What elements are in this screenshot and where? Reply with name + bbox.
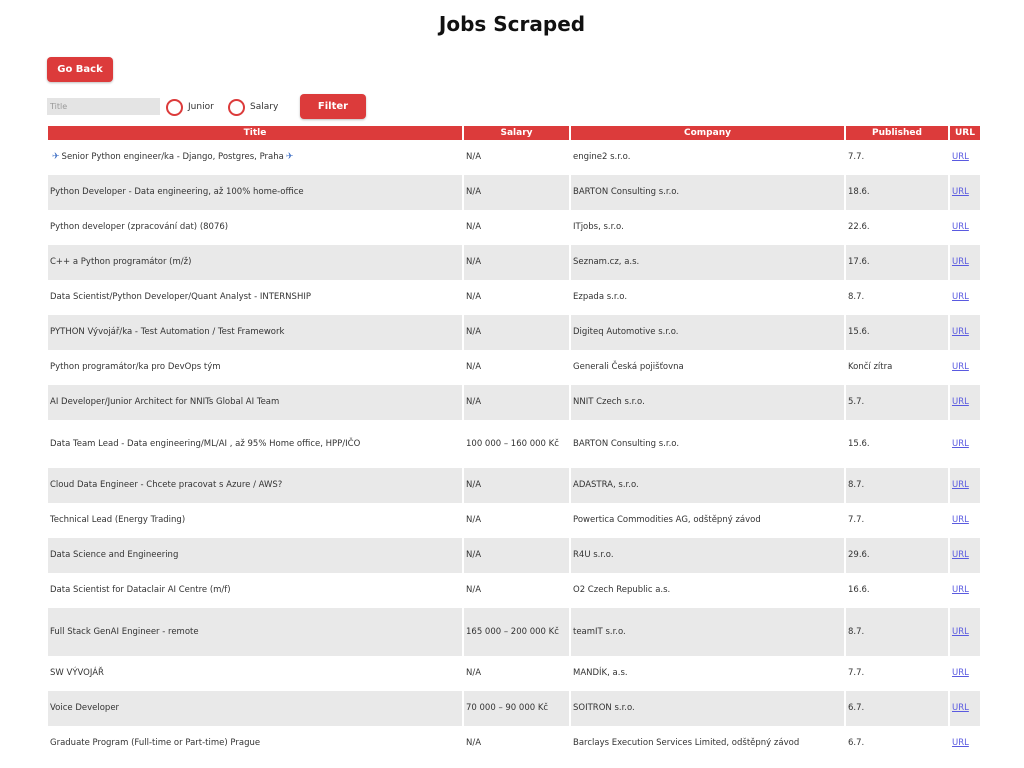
cell-title [48,280,462,315]
job-url-link[interactable]: URL [952,187,969,197]
column-header-company: Company [571,126,844,140]
job-url-link[interactable]: URL [952,585,969,595]
job-url-link[interactable]: URL [952,738,969,748]
cell-url [950,573,980,608]
cell-url [950,350,980,385]
cell-salary: N/A [464,140,569,175]
job-title: Data Team Lead - Data engineering/ML/AI , až 95% Home office, HPP/IČO [50,438,361,449]
job-url-link[interactable]: URL [952,438,969,449]
cell-title [48,140,462,175]
job-url-link[interactable]: URL [952,703,969,713]
cell-published: 8.7. [846,280,948,315]
cell-published: 5.7. [846,385,948,420]
job-url-link[interactable]: URL [952,222,969,232]
filter-button[interactable]: Filter [300,94,366,119]
table-row [48,210,980,245]
column-header-url: URL [950,126,980,140]
job-title: Data Scientist/Python Developer/Quant Analyst - INTERNSHIP [50,292,311,302]
jobs-table [46,126,982,761]
cell-url [950,175,980,210]
cell-title [48,175,462,210]
table-row [48,538,980,573]
cell-salary: N/A [464,468,569,503]
job-url-link[interactable]: URL [952,327,969,337]
title-filter-input[interactable] [47,98,160,115]
job-url-link[interactable]: URL [952,152,969,162]
table-row [48,468,980,503]
cell-salary: 70 000 – 90 000 Kč [464,691,569,726]
cell-company: teamIT s.r.o. [571,608,844,656]
cell-company: Seznam.cz, a.s. [571,245,844,280]
cell-title [48,350,462,385]
job-url-link[interactable]: URL [952,626,969,637]
table-row [48,245,980,280]
cell-url [950,315,980,350]
cell-url [950,691,980,726]
page-title: Jobs Scraped [438,12,586,36]
cell-company: Powertica Commodities AG, odštěpný závod [571,503,844,538]
cell-company: Ezpada s.r.o. [571,280,844,315]
cell-title [48,315,462,350]
cell-published: 16.6. [846,573,948,608]
cell-published: 7.7. [846,140,948,175]
cell-published: Končí zítra [846,350,948,385]
cell-title [48,608,462,656]
cell-url [950,726,980,761]
cell-published: 6.7. [846,726,948,761]
column-header-title: Title [48,126,462,140]
cell-salary: 165 000 – 200 000 Kč [464,608,569,656]
table-row [48,503,980,538]
job-url-link[interactable]: URL [952,397,969,407]
table-row [48,656,980,691]
salary-radio-circle[interactable] [228,99,245,116]
table-row [48,385,980,420]
cell-salary: N/A [464,245,569,280]
cell-title [48,245,462,280]
cell-title [48,210,462,245]
cell-company: O2 Czech Republic a.s. [571,573,844,608]
table-row [48,608,980,656]
cell-company: ADASTRA, s.r.o. [571,468,844,503]
cell-salary: N/A [464,726,569,761]
cell-url [950,210,980,245]
job-title: Voice Developer [50,703,120,713]
cell-published: 6.7. [846,691,948,726]
cell-published: 17.6. [846,245,948,280]
cell-published: 29.6. [846,538,948,573]
table-row [48,691,980,726]
table-row [48,726,980,761]
cell-url [950,503,980,538]
job-title: SW VÝVOJÁŘ [50,668,104,678]
cell-title [48,420,462,468]
cell-salary: N/A [464,315,569,350]
cell-salary: 100 000 – 160 000 Kč [464,420,569,468]
job-title: Technical Lead (Energy Trading) [50,515,186,525]
job-title: AI Developer/Junior Architect for NNITs Global AI Team [50,397,280,407]
cell-published: 8.7. [846,468,948,503]
cell-company: BARTON Consulting s.r.o. [571,175,844,210]
cell-url [950,608,980,656]
job-title: PYTHON Vývojář/ka - Test Automation / Test Framework [50,327,285,337]
table-row [48,315,980,350]
airplane-icon: ✈ [285,152,294,162]
cell-company: SOITRON s.r.o. [571,691,844,726]
cell-url [950,538,980,573]
cell-salary: N/A [464,656,569,691]
cell-title [48,691,462,726]
cell-company: Generali Česká pojišťovna [571,350,844,385]
salary-radio-label: Salary [250,102,279,112]
cell-title [48,656,462,691]
cell-salary: N/A [464,573,569,608]
cell-salary: N/A [464,210,569,245]
job-title: Full Stack GenAI Engineer - remote [50,626,199,637]
cell-title [48,503,462,538]
airplane-icon: ✈ [52,152,60,162]
cell-title [48,385,462,420]
cell-company: MANDÍK, a.s. [571,656,844,691]
jobs-table-body [48,140,980,761]
job-title: Python programátor/ka pro DevOps tým [50,362,221,372]
job-title: Data Science and Engineering [50,550,179,560]
column-header-published: Published [846,126,948,140]
cell-url [950,245,980,280]
cell-company: Digiteq Automotive s.r.o. [571,315,844,350]
table-row [48,140,980,175]
cell-url [950,385,980,420]
job-url-link[interactable]: URL [952,668,969,678]
cell-url [950,656,980,691]
cell-salary: N/A [464,503,569,538]
cell-published: 22.6. [846,210,948,245]
cell-company: engine2 s.r.o. [571,140,844,175]
job-url-link[interactable]: URL [952,550,969,560]
cell-url [950,468,980,503]
job-title: Python Developer - Data engineering, až 100% home-office [50,187,304,197]
job-url-link[interactable]: URL [952,480,969,490]
column-header-salary: Salary [464,126,569,140]
cell-salary: N/A [464,385,569,420]
junior-radio-label: Junior [188,102,214,112]
cell-published: 18.6. [846,175,948,210]
job-url-link[interactable]: URL [952,515,969,525]
cell-title [48,468,462,503]
job-title: Graduate Program (Full-time or Part-time) Prague [50,738,261,748]
go-back-button[interactable]: Go Back [47,57,113,82]
cell-url [950,280,980,315]
cell-published: 15.6. [846,315,948,350]
cell-company: ITjobs, s.r.o. [571,210,844,245]
cell-title [48,726,462,761]
cell-title [48,538,462,573]
cell-title [48,573,462,608]
cell-company: NNIT Czech s.r.o. [571,385,844,420]
cell-company: Barclays Execution Services Limited, odštěpný závod [571,726,844,761]
cell-salary: N/A [464,538,569,573]
job-title: Cloud Data Engineer - Chcete pracovat s Azure / AWS? [50,480,283,490]
cell-url [950,140,980,175]
job-title: C++ a Python programátor (m/ž) [50,257,192,267]
job-url-link[interactable]: URL [952,292,969,302]
cell-published: 7.7. [846,503,948,538]
job-url-link[interactable]: URL [952,362,969,372]
cell-salary: N/A [464,280,569,315]
cell-company: R4U s.r.o. [571,538,844,573]
table-row [48,420,980,468]
junior-radio-circle[interactable] [166,99,183,116]
job-url-link[interactable]: URL [952,257,969,267]
cell-published: 7.7. [846,656,948,691]
table-row [48,573,980,608]
table-header-row [48,126,980,140]
cell-url [950,420,980,468]
job-title: Senior Python engineer/ka - Django, Postgres, Praha [61,152,284,162]
job-title: Data Scientist for Dataclair AI Centre (m/f) [50,585,231,595]
table-row [48,175,980,210]
table-row [48,350,980,385]
cell-company: BARTON Consulting s.r.o. [571,420,844,468]
table-row [48,280,980,315]
cell-salary: N/A [464,350,569,385]
job-title: Python developer (zpracování dat) (8076) [50,222,229,232]
cell-salary: N/A [464,175,569,210]
cell-published: 15.6. [846,420,948,468]
cell-published: 8.7. [846,608,948,656]
salary-radio[interactable] [228,98,278,116]
junior-radio[interactable] [166,98,214,116]
